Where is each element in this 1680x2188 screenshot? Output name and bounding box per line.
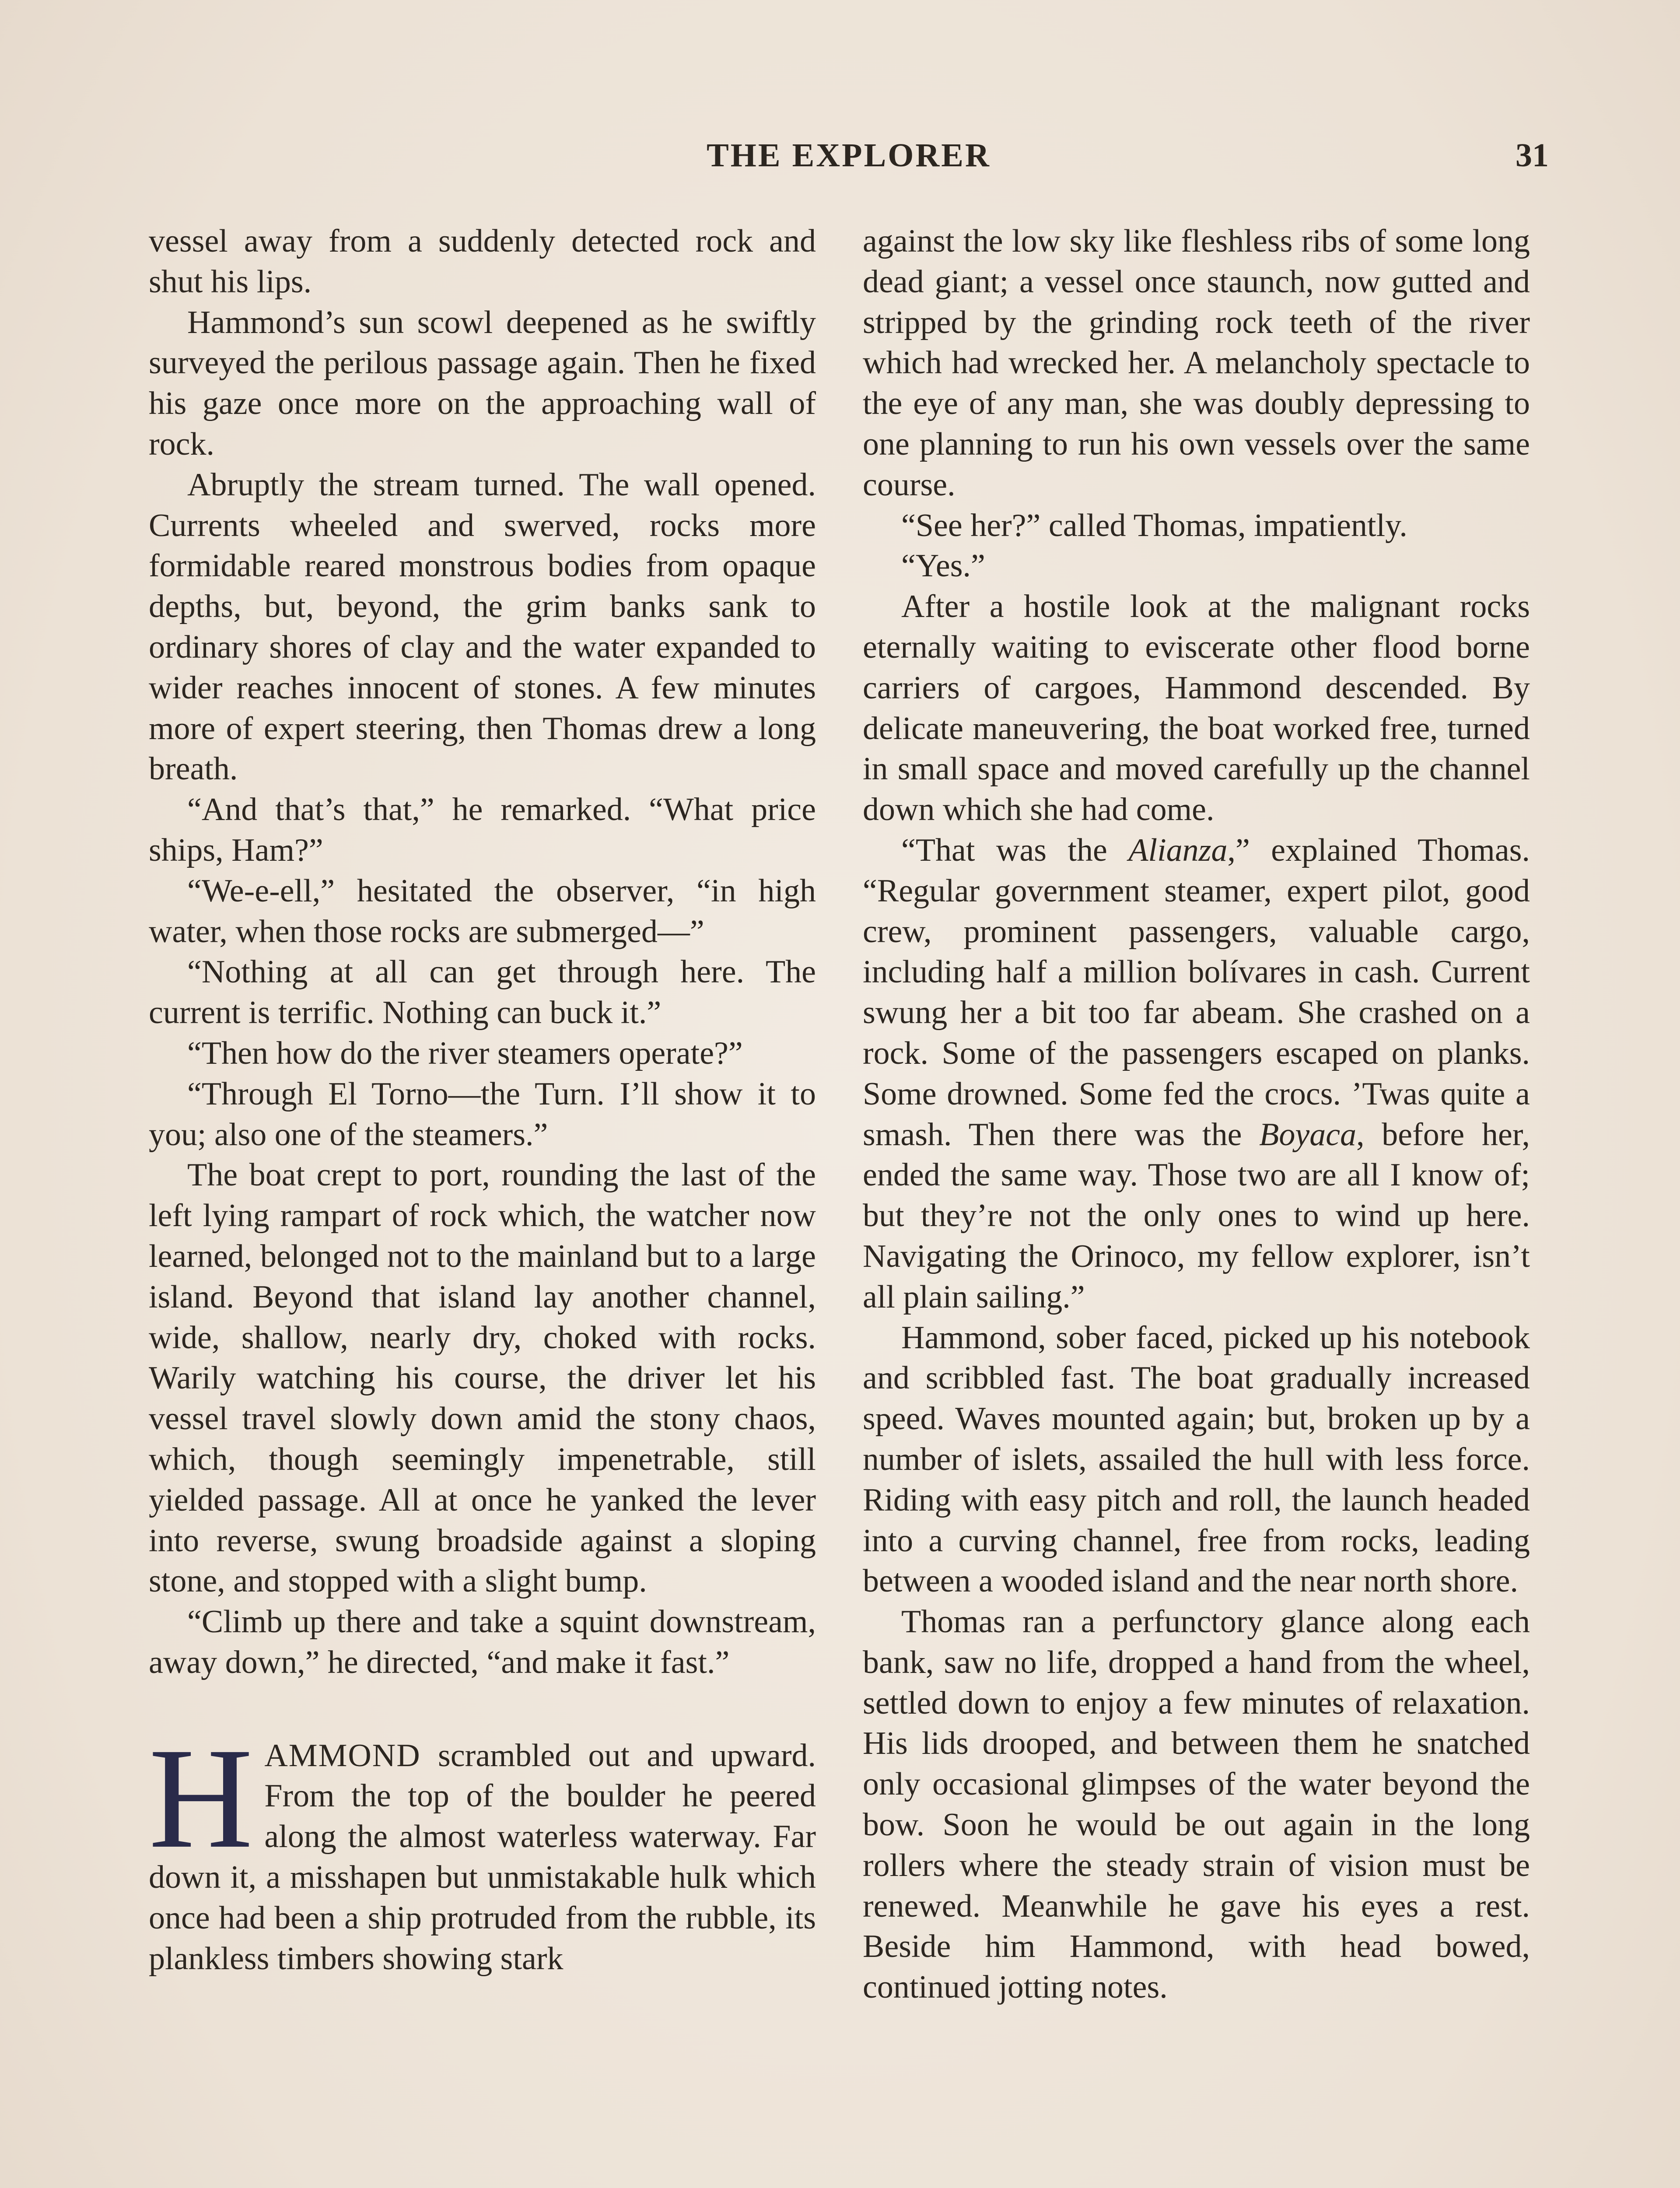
ship-name-boyaca: Boyaca bbox=[1259, 1116, 1357, 1153]
paragraph: “We-e-ell,” hesitated the observer, “in high water, when those rocks are submerged—” bbox=[149, 873, 816, 950]
alianza-text-middle: ,” explained Thomas. “Regular government steamer, expert pilot, good crew, prominent passengers, valuable cargo, including half a million bolívares in cash. Current swung her a bit too far abeam. She crashed on a rock. Some of the passengers escaped on planks. Some drowned. Some fed the crocs. ’Twas quite a smash. Then there was the bbox=[863, 832, 1530, 1153]
ship-name-alianza: Alianza bbox=[1128, 832, 1228, 868]
paragraph: “See her?” called Thomas, impatiently. bbox=[901, 507, 1407, 543]
paragraph: Hammond, sober faced, picked up his notebook and scribbled fast. The boat gradually increased speed. Waves mounted again; but, broken up by a number of islets, assailed the hull with less force. Riding with easy pitch and roll, the launch headed into a curving channel, free from rocks, leading between a wooded island and the near north shore. bbox=[863, 1319, 1530, 1599]
right-column bbox=[863, 221, 1530, 2008]
alianza-paragraph bbox=[863, 830, 1530, 1318]
section-start-text: scrambled out and upward. From the top of the boulder he peered along the almost waterless waterway. Far down it, a misshapen but unmistakable hulk which once had been a ship protruded from the rubble, its plankless timbers showing stark bbox=[149, 1737, 816, 1977]
paragraph: The boat crept to port, rounding the last of the left lying rampart of rock which, the watcher now learned, belonged not to the mainland but to a large island. Beyond that island lay another channel, wide, shallow, nearly dry, choked with rocks. Warily watching his course, the driver let his vessel travel slowly down amid the stony chaos, which, though seemingly impenetrable, still yielded passage. All at once he yanked the lever into reverse, swung broadside against a sloping stone, and stopped with a slight bump. bbox=[149, 1157, 816, 1599]
paragraph: “Nothing at all can get through here. The current is terrific. Nothing can buck it.” bbox=[149, 954, 816, 1031]
lead-caps: AMMOND bbox=[264, 1737, 421, 1774]
section-start-paragraph bbox=[149, 1718, 816, 1979]
paragraph: “Through El Torno—the Turn. I’ll show it to you; also one of the steamers.” bbox=[149, 1076, 816, 1153]
paragraph: Thomas ran a perfunctory glance along each bank, saw no life, dropped a hand from the wheel, settled down to enjoy a few minutes of relaxation. His lids drooped, and between them he snatched only occasional glimpses of the water beyond the bow. Soon he would be out again in the long rollers where the steady strain of vision must be renewed. Meanwhile he gave his eyes a rest. Beside him Hammond, with head bowed, continued jotting notes. bbox=[863, 1604, 1530, 2006]
drop-cap: H bbox=[149, 1718, 253, 1878]
paragraph: “Then how do the river steamers operate?” bbox=[187, 1035, 743, 1071]
running-head: THE EXPLORER bbox=[707, 137, 991, 174]
paragraph: against the low sky like fleshless ribs of some long dead giant; a vessel once staunch, now gutted and stripped by the grinding rock teeth of the river which had wrecked her. A melancholy spectacle to the eye of any man, she was doubly depressing to one planning to run his own vessels over the same course. bbox=[863, 223, 1530, 503]
page-number: 31 bbox=[1516, 137, 1549, 174]
paragraph: “Climb up there and take a squint downstream, away down,” he directed, “and make it fast.” bbox=[149, 1604, 816, 1680]
paragraph: “Yes.” bbox=[901, 548, 985, 584]
left-column bbox=[149, 221, 816, 1979]
paragraph: After a hostile look at the malignant rocks eternally waiting to eviscerate other flood borne carriers of cargoes, Hammond descended. By delicate maneuvering, the boat worked free, turned in small space and moved carefully up the channel down which she had come. bbox=[863, 589, 1530, 828]
paragraph: “And that’s that,” he remarked. “What price ships, Ham?” bbox=[149, 792, 816, 868]
paragraph: Abruptly the stream turned. The wall opened. Currents wheeled and swerved, rocks more formidable reared monstrous bodies from opaque depths, but, beyond, the grim banks sank to ordinary shores of clay and the water expanded to wider reaches innocent of stones. A few minutes more of expert steering, then Thomas drew a long breath. bbox=[149, 466, 816, 787]
page-header bbox=[149, 131, 1549, 179]
alianza-text-after: , before her, ended the same way. Those two are all I know of; but they’re not the only ones to wind up here. Navigating the Orinoco, my fellow explorer, isn’t all plain sailing.” bbox=[863, 1116, 1530, 1315]
paragraph: Hammond’s sun scowl deepened as he swiftly surveyed the perilous passage again. Then he fixed his gaze once more on the approaching wall of rock. bbox=[149, 304, 816, 462]
alianza-text-before: “That was the bbox=[901, 832, 1129, 868]
paragraph: vessel away from a suddenly detected rock and shut his lips. bbox=[149, 223, 816, 300]
